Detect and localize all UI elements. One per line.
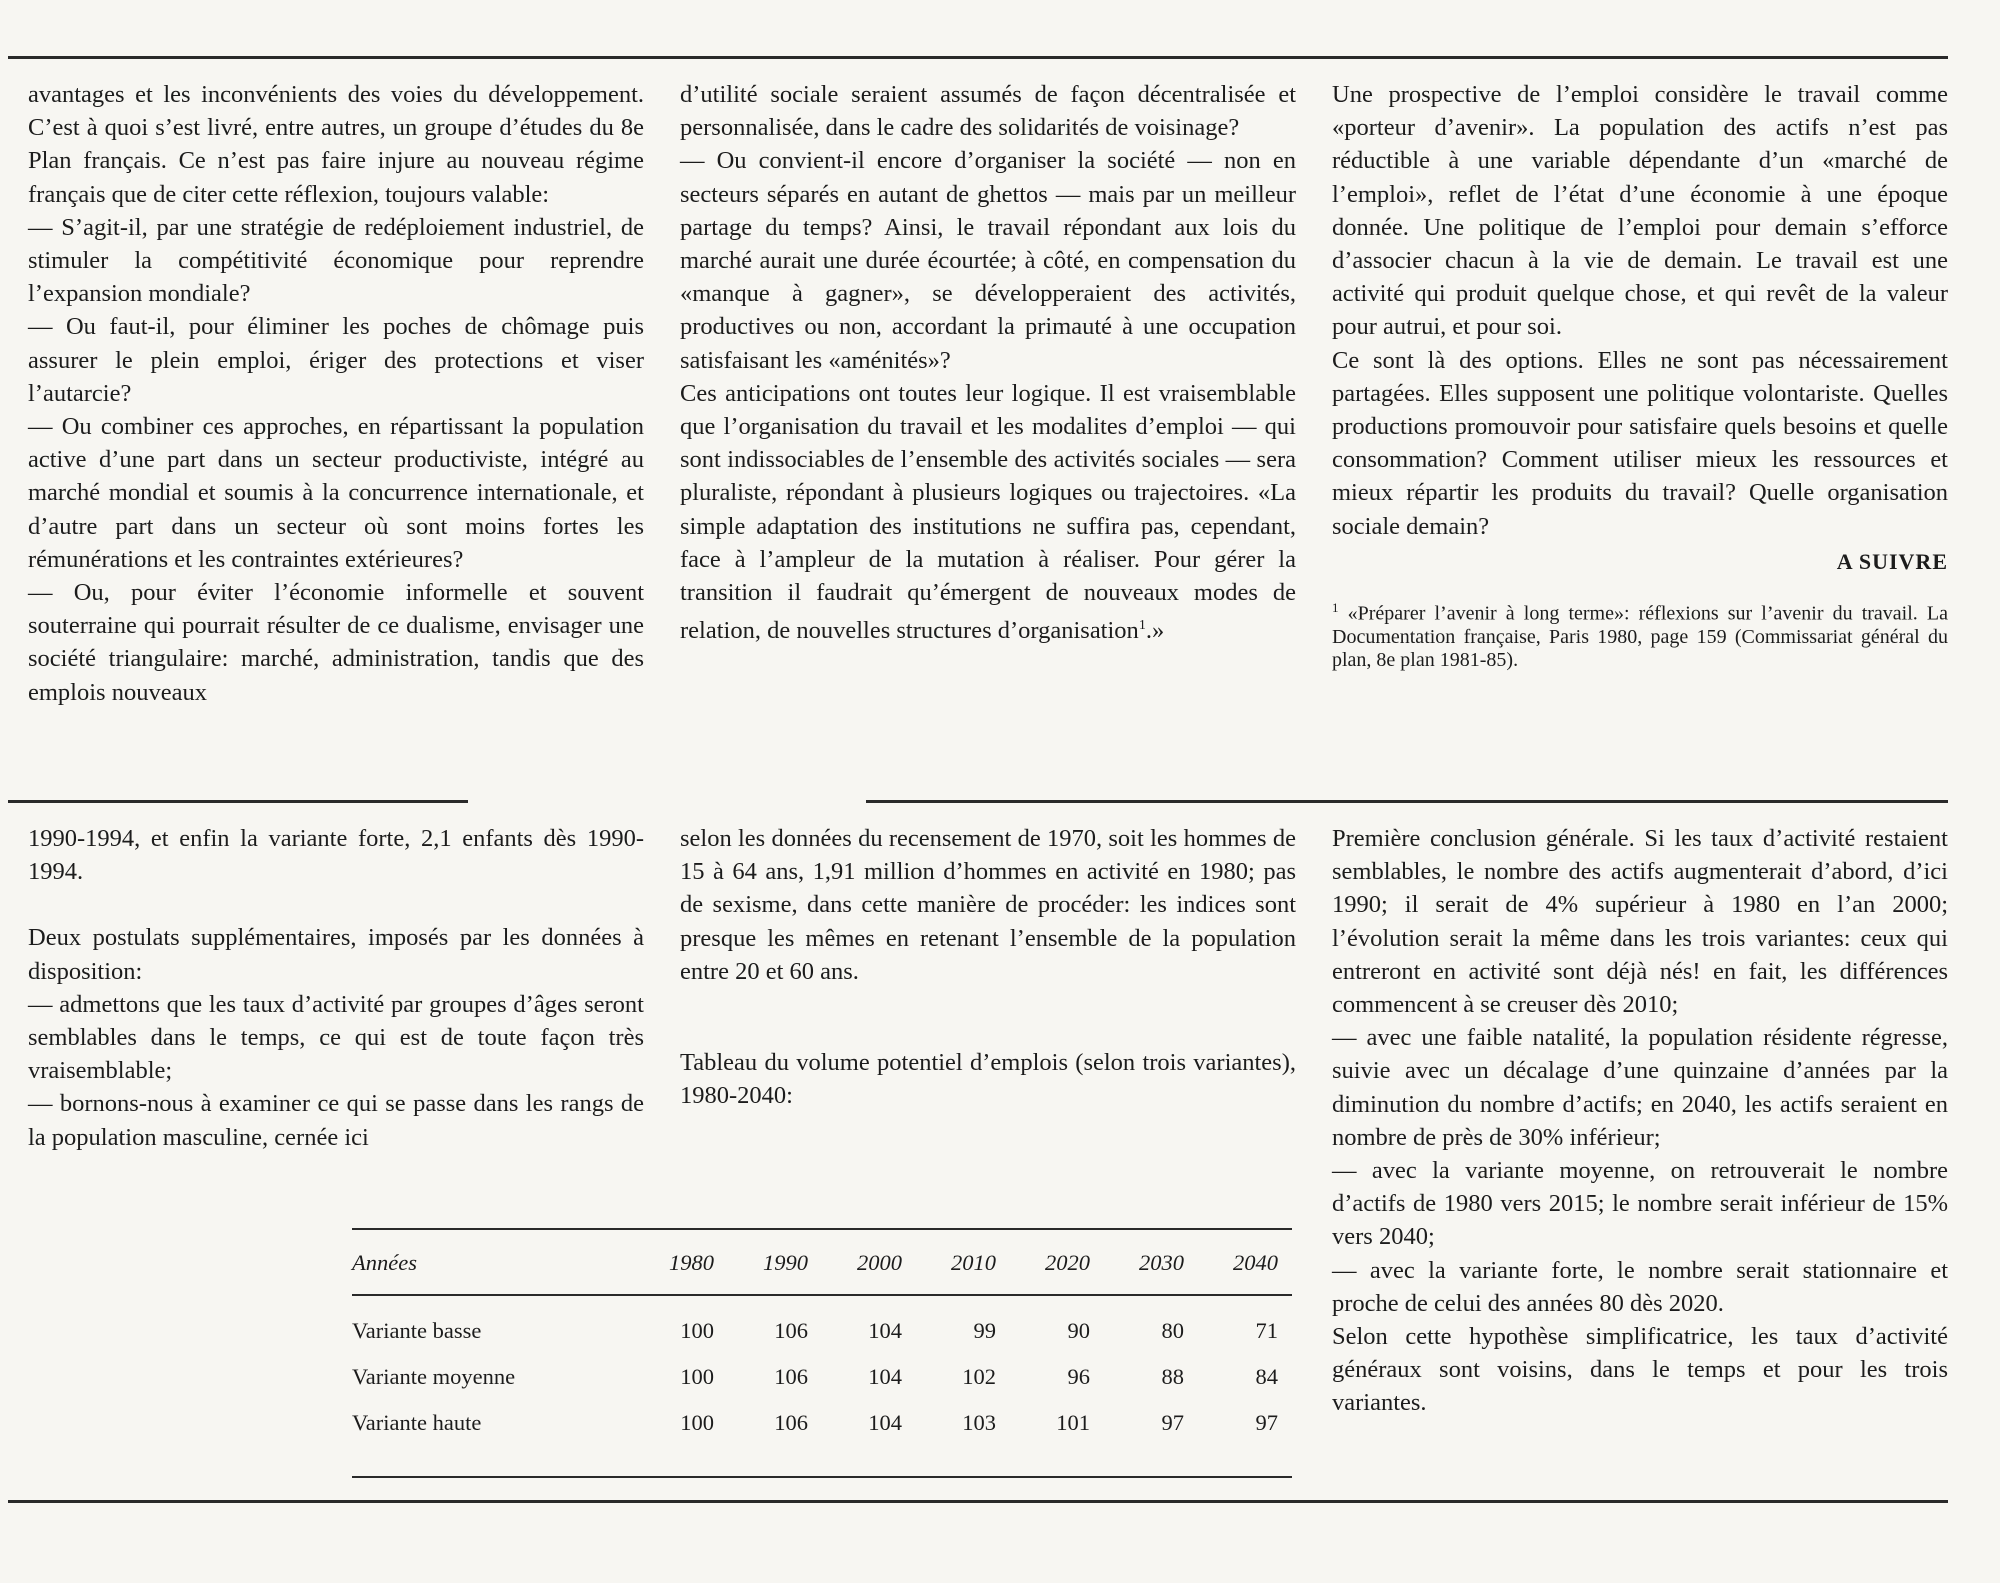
bottom-column-2: [680, 822, 1296, 1112]
cell: 106: [774, 1410, 809, 1435]
cell: 100: [680, 1410, 715, 1435]
header-year: 2020: [1010, 1228, 1104, 1295]
middle-rule-right: [866, 800, 1948, 803]
paragraph: — Ou convient-il encore d’organiser la société — non en secteurs séparés en autant de ghettos — mais par un meilleur partage du temps? Ainsi, le travail répondant aux lois du marché aurait une durée écourtée; à côté, en compensation du «manque à gagner», se développeraient des activités, productives ou non, accordant la primauté à une occupation satisfaisant les «aménités»?: [680, 147, 1296, 374]
cell: 106: [774, 1364, 809, 1389]
row-label: Variante moyenne: [352, 1364, 516, 1389]
to-be-continued: A SUIVRE: [1836, 548, 1948, 574]
cell: 97: [1161, 1410, 1184, 1435]
cell: 104: [868, 1410, 903, 1435]
paragraph: Une prospective de l’emploi considère le travail comme «porteur d’avenir». La population des actifs n’est pas réductible à une variable dépendante d’un «marché de l’emploi», reflet de l’état d’une économie à une époque donnée. Une politique de l’emploi pour demain s’efforce d’associer chacun à la vie de demain. Le travail est une activité qui produit quelque chose, et qui revêt de la valeur pour autrui, et pour soi.: [1332, 81, 1948, 341]
paragraph: [680, 377, 1296, 648]
paragraph: — avec la variante moyenne, on retrouverait le nombre d’actifs de 1980 vers 2015; le nombre serait inférieur de 15% vers 2040;: [1332, 1157, 1948, 1251]
paragraph: selon les données du recensement de 1970, soit les hommes de 15 à 64 ans, 1,91 million d’hommes en activité en 1980; pas de sexisme, dans cette manière de procéder: les indices sont presque les mêmes en retenant l’ensemble de la population entre 20 et 60 ans.: [680, 825, 1296, 985]
paragraph-text: Ces anticipations ont toutes leur logique. Il est vraisemblable que l’organisation du travail et les modalites d’emploi — qui sont indissociables de l’ensemble des activités sociales — sera pluraliste, répondant à plusieurs logiques ou trajectoires. «La simple adaptation des institutions ne suffira pas, cependant, face à l’ampleur de la mutation à réaliser. Pour gérer la transition il faudrait qu’émergent de nouveaux modes de relation, de nouvelles structures d’organisation: [680, 379, 1296, 645]
cell: 100: [680, 1318, 715, 1343]
paragraph: Première conclusion générale. Si les taux d’activité restaient semblables, le nombre des actifs augmenterait d’abord, d’ici 1990; il serait de 4% supérieur à 1980 en l’an 2000; l’évolution serait la même dans les trois variantes: ceux qui entreront en activité sont déjà nés! en fait, les différences commencent à se creuser dès 2010;: [1332, 825, 1948, 1019]
cell: 84: [1255, 1364, 1278, 1389]
footnote-marker: 1: [1332, 600, 1339, 616]
footnote: [1332, 596, 1948, 672]
paragraph: — Ou combiner ces approches, en répartissant la population active d’une part dans un secteur productiviste, intégré au marché mondial et soumis à la concurrence internationale, et d’autre part dans un secteur où sont moins fortes les rémunérations et les contraintes extérieures?: [28, 413, 644, 573]
row-label: Variante basse: [352, 1318, 482, 1343]
paragraph: — admettons que les taux d’activité par groupes d’âges seront semblables dans le temps, ce qui est de toute façon très vraisemblable;: [28, 990, 644, 1085]
paragraph: Selon cette hypothèse simplificatrice, les taux d’activité généraux sont voisins, dans le temps et pour les trois variantes.: [1332, 1323, 1948, 1417]
paragraph: Deux postulats supplémentaires, imposés par les données à disposition:: [28, 924, 644, 985]
header-year: 2030: [1104, 1228, 1198, 1295]
employment-volume-table: [352, 1228, 1292, 1454]
bottom-column-1: [28, 822, 644, 1154]
top-column-2: [680, 78, 1296, 648]
header-year: 1990: [728, 1228, 822, 1295]
cell: 90: [1067, 1318, 1090, 1343]
top-rule: [8, 56, 1948, 59]
paragraph: — avec la variante forte, le nombre serait stationnaire et proche de celui des années 80 dès 2020.: [1332, 1256, 1948, 1317]
top-column-3: [1332, 78, 1948, 672]
row-label: Variante haute: [352, 1410, 482, 1435]
paragraph: Ce sont là des options. Elles ne sont pas nécessairement partagées. Elles supposent une politique volontariste. Quelles productions promouvoir pour satisfaire quels besoins et quelle consommation? Comment utiliser mieux les ressources et mieux répartir les produits du travail? Quelle organisation sociale demain?: [1332, 346, 1948, 540]
header-year: 2010: [916, 1228, 1010, 1295]
table-row: [352, 1354, 1292, 1400]
paragraph: — bornons-nous à examiner ce qui se passe dans les rangs de la population masculine, cernée ici: [28, 1090, 644, 1151]
paragraph: — S’agit-il, par une stratégie de redéploiement industriel, de stimuler la compétitivité économique pour reprendre l’expansion mondiale?: [28, 213, 644, 308]
table-header-row: [352, 1228, 1292, 1295]
paragraph: — Ou, pour éviter l’économie informelle et souvent souterraine qui pourrait résulter de ce dualisme, envisager une société triangulaire: marché, administration, tandis que des emplois nouveaux: [28, 579, 644, 706]
cell: 80: [1161, 1318, 1184, 1343]
cell: 102: [962, 1364, 996, 1389]
table-caption: Tableau du volume potentiel d’emplois (selon trois variantes), 1980-2040:: [680, 1049, 1296, 1110]
paragraph: d’utilité sociale seraient assumés de façon décentralisée et personnalisée, dans le cadre des solidarités de voisinage?: [680, 81, 1296, 142]
cell: 96: [1067, 1364, 1090, 1389]
header-years-label: Années: [352, 1228, 634, 1295]
header-year: 2000: [822, 1228, 916, 1295]
cell: 104: [868, 1364, 903, 1389]
paragraph: 1990-1994, et enfin la variante forte, 2,1 enfants dès 1990-1994.: [28, 825, 644, 886]
paragraph: — avec une faible natalité, la population résidente régresse, suivie avec un décalage d’une quinzaine d’années par la diminution du nombre d’actifs; en 2040, les actifs seraient en nombre de près de 30% inférieur;: [1332, 1024, 1948, 1151]
cell: 101: [1056, 1410, 1090, 1435]
paragraph: avantages et les inconvénients des voies du développement. C’est à quoi s’est livré, entre autres, un groupe d’études du 8e Plan français. Ce n’est pas faire injure au nouveau régime français que de citer cette réflexion, toujours valable:: [28, 81, 644, 208]
cell: 104: [868, 1318, 903, 1343]
quote-end: .»: [1145, 617, 1165, 645]
cell: 99: [973, 1318, 996, 1343]
cell: 103: [962, 1410, 996, 1435]
cell: 106: [774, 1318, 809, 1343]
cell: 71: [1255, 1318, 1278, 1343]
footnote-reference: 1: [1138, 618, 1146, 634]
table-row: [352, 1400, 1292, 1454]
cell: 97: [1255, 1410, 1278, 1435]
table-row: [352, 1295, 1292, 1354]
footnote-text: «Préparer l’avenir à long terme»: réflexions sur l’avenir du travail. La Documentation française, Paris 1980, page 159 (Commissariat général du plan, 8e plan 1981-85).: [1332, 602, 1949, 671]
paragraph: — Ou faut-il, pour éliminer les poches de chômage puis assurer le plein emploi, ériger des protections et viser l’autarcie?: [28, 313, 644, 407]
cell: 88: [1161, 1364, 1184, 1389]
bottom-column-3: [1332, 822, 1948, 1420]
header-year: 1980: [634, 1228, 728, 1295]
middle-rule-left: [8, 800, 468, 803]
table-bottom-rule: [352, 1476, 1292, 1478]
header-year: 2040: [1198, 1228, 1292, 1295]
bottom-rule: [8, 1500, 1948, 1503]
cell: 100: [680, 1364, 715, 1389]
top-column-1: [28, 78, 644, 709]
